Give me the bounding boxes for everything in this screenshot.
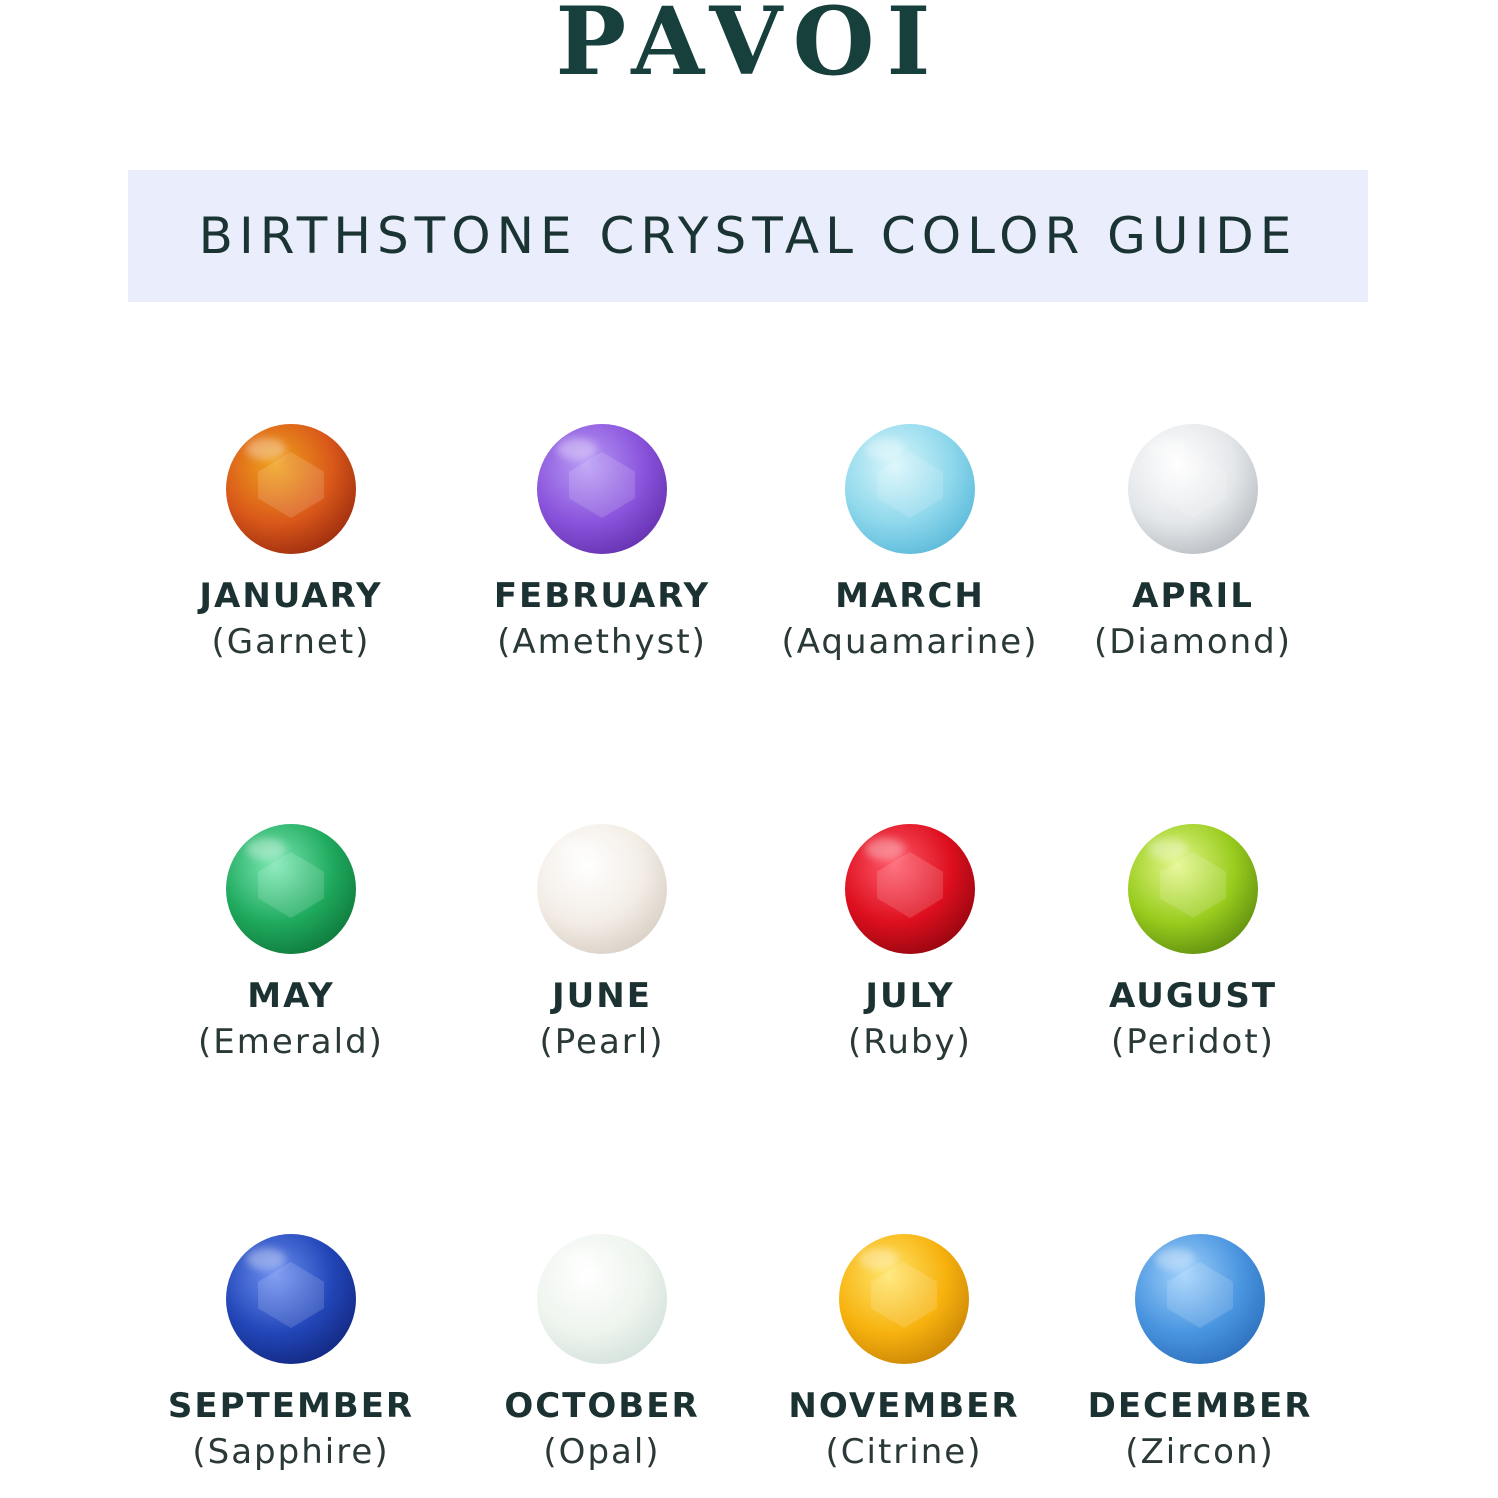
- month-label: MARCH: [835, 576, 985, 616]
- month-label: FEBRUARY: [493, 576, 711, 616]
- gem-label: (Opal): [543, 1432, 661, 1472]
- month-label: NOVEMBER: [788, 1386, 1020, 1426]
- gem-label: (Citrine): [825, 1432, 983, 1472]
- guide-title: BIRTHSTONE CRYSTAL COLOR GUIDE: [198, 207, 1298, 265]
- zircon-gem-icon: [1135, 1234, 1265, 1364]
- gem-label: (Pearl): [539, 1022, 665, 1062]
- citrine-gem-icon: [839, 1234, 969, 1364]
- gem-label: (Diamond): [1093, 622, 1293, 662]
- stone-june: [472, 824, 732, 1062]
- month-label: JULY: [865, 976, 955, 1016]
- aquamarine-gem-icon: [845, 424, 975, 554]
- amethyst-gem-icon: [537, 424, 667, 554]
- stone-october: [472, 1234, 732, 1472]
- stone-may: [161, 824, 421, 1062]
- diamond-gem-icon: [1128, 424, 1258, 554]
- gem-label: (Amethyst): [497, 622, 707, 662]
- brand-logo: PAVOI: [555, 0, 943, 97]
- title-banner: [128, 170, 1368, 302]
- month-label: AUGUST: [1108, 976, 1278, 1016]
- month-label: OCTOBER: [504, 1386, 700, 1426]
- stone-january: [161, 424, 421, 662]
- stone-december: [1070, 1234, 1330, 1472]
- gem-label: (Emerald): [198, 1022, 384, 1062]
- opal-gem-icon: [537, 1234, 667, 1364]
- garnet-gem-icon: [226, 424, 356, 554]
- month-label: APRIL: [1132, 576, 1254, 616]
- month-label: JUNE: [552, 976, 652, 1016]
- pearl-gem-icon: [537, 824, 667, 954]
- stone-july: [780, 824, 1040, 1062]
- gem-label: (Garnet): [211, 622, 371, 662]
- peridot-gem-icon: [1128, 824, 1258, 954]
- emerald-gem-icon: [226, 824, 356, 954]
- month-label: SEPTEMBER: [167, 1386, 415, 1426]
- gem-label: (Zircon): [1125, 1432, 1275, 1472]
- month-label: JANUARY: [199, 576, 383, 616]
- stone-september: [161, 1234, 421, 1472]
- stone-april: [1063, 424, 1323, 662]
- month-label: MAY: [247, 976, 335, 1016]
- gem-label: (Aquamarine): [781, 622, 1039, 662]
- stone-november: [774, 1234, 1034, 1472]
- gem-label: (Ruby): [848, 1022, 972, 1062]
- gem-label: (Sapphire): [192, 1432, 390, 1472]
- gem-label: (Peridot): [1111, 1022, 1275, 1062]
- sapphire-gem-icon: [226, 1234, 356, 1364]
- stone-march: [780, 424, 1040, 662]
- stone-february: [472, 424, 732, 662]
- stone-august: [1063, 824, 1323, 1062]
- ruby-gem-icon: [845, 824, 975, 954]
- month-label: DECEMBER: [1087, 1386, 1313, 1426]
